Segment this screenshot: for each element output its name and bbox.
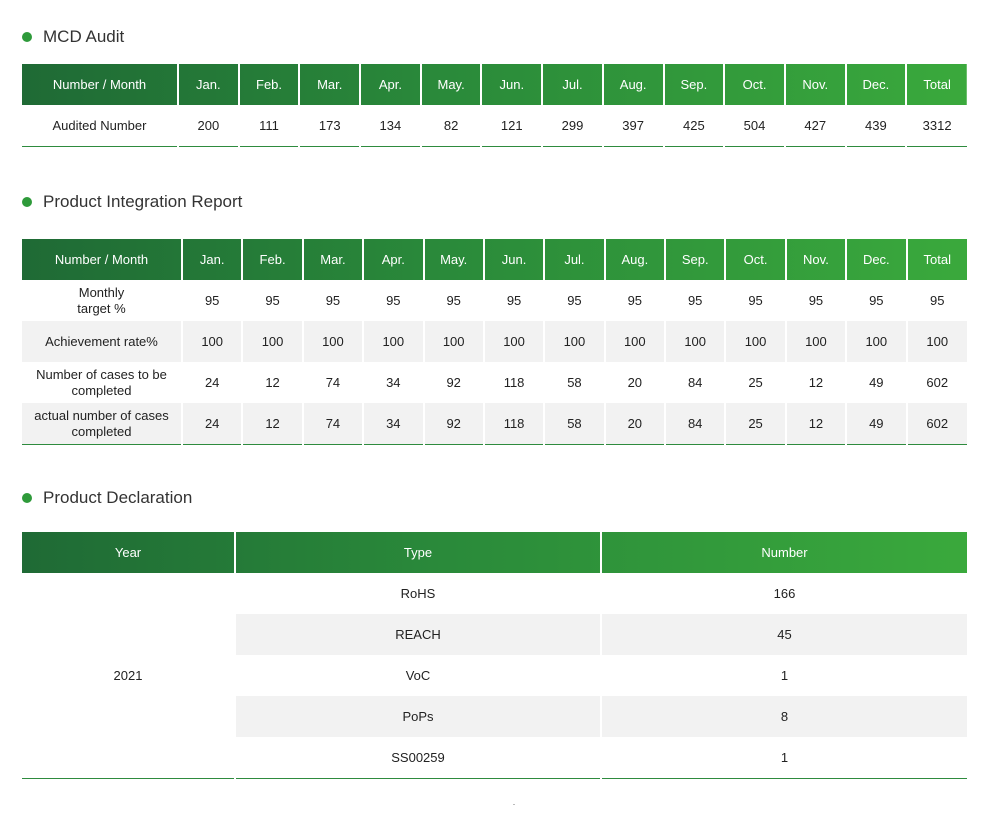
table-cell: 95 [242,280,302,321]
pir-header-row [22,239,967,280]
column-header: Number / Month [22,239,182,280]
type-cell: REACH [235,614,601,655]
column-header: Dec. [846,64,907,105]
table-cell: 95 [930,292,945,308]
table-cell: 439 [846,105,907,147]
table-cell: 118 [484,403,544,445]
type-cell: PoPs [235,696,601,737]
bullet-dot-icon [22,197,32,207]
table-cell: 95 [363,280,423,321]
table-cell: 173 [299,105,360,147]
column-header: Jul. [544,239,604,280]
product-integration-table [22,239,967,445]
column-header: Mar. [303,239,363,280]
number-cell: 8 [601,696,967,737]
number-cell: 1 [601,737,967,779]
table-cell: 100 [242,321,302,362]
table-cell: 20 [605,403,665,445]
table-cell: 95 [484,280,544,321]
table-cell: 12 [786,362,846,403]
table-cell: 95 [303,280,363,321]
table-cell: 100 [725,321,785,362]
table-cell: 100 [484,321,544,362]
table-cell: 118 [484,362,544,403]
table-cell: 84 [665,403,725,445]
table-cell: 100 [786,321,846,362]
table-cell: 100 [605,321,665,362]
column-header: Year [22,532,235,573]
table-cell: 425 [664,105,725,147]
column-header: Mar. [299,64,360,105]
table-cell: 25 [725,362,785,403]
column-header: Jul. [542,64,603,105]
mcd-audit-table [22,64,967,147]
table-cell: 92 [424,362,484,403]
table-cell: 95 [424,280,484,321]
table-cell: 100 [665,321,725,362]
column-header: Apr. [363,239,423,280]
table-cell: 95 [544,280,604,321]
row-label: actual number of cases completed [22,403,182,445]
table-cell: 100 [424,321,484,362]
table-cell: 100 [182,321,242,362]
mcd-section-title [22,27,124,47]
column-header: Oct. [725,239,785,280]
table-cell: 100 [907,321,968,362]
type-cell: SS00259 [235,737,601,779]
year-cell: 2021 [22,573,235,779]
number-cell: 45 [601,614,967,655]
type-cell: VoC [235,655,601,696]
pir-title: Product Integration Report [43,192,243,211]
table-cell: 74 [303,403,363,445]
bullet-dot-icon [22,493,32,503]
table-cell: 84 [665,362,725,403]
column-header: Number [761,545,808,560]
table-cell: 200 [178,105,239,147]
table-cell: 100 [544,321,604,362]
product-declaration-table [22,532,967,779]
column-header: Jan. [178,64,239,105]
table-cell: 74 [303,362,363,403]
column-header: Number / Month [22,64,178,105]
table-cell: 100 [846,321,906,362]
column-header: Sep. [664,64,725,105]
table-cell: 95 [725,280,785,321]
mcd-body [22,105,967,147]
table-cell: 95 [182,280,242,321]
column-header: Nov. [785,64,846,105]
table-cell: 58 [544,362,604,403]
table-cell: 49 [846,362,906,403]
number-cell: 166 [773,585,796,601]
table-cell: 20 [605,362,665,403]
pd-section-title [22,488,192,508]
column-header: Aug. [603,64,664,105]
mcd-title: MCD Audit [43,27,125,46]
column-header: Total [923,77,951,92]
row-label: Monthly target % [22,280,182,321]
column-header: Jan. [182,239,242,280]
table-cell: 111 [239,105,300,147]
column-header: May. [421,64,482,105]
column-header: Total [923,252,951,267]
column-header: Feb. [242,239,302,280]
table-row [22,321,967,362]
row-label: Audited Number [22,105,178,147]
table-cell: 299 [542,105,603,147]
table-cell: 397 [603,105,664,147]
table-cell: 504 [724,105,785,147]
column-header: May. [424,239,484,280]
table-row [22,362,967,403]
table-cell: 95 [846,280,906,321]
table-cell: 134 [360,105,421,147]
table-cell: 95 [786,280,846,321]
column-header: Oct. [724,64,785,105]
decorative-dot [513,804,515,805]
column-header: Jun. [484,239,544,280]
table-cell: 95 [665,280,725,321]
mcd-header-row [22,64,967,105]
table-cell: 58 [544,403,604,445]
table-cell: 121 [481,105,542,147]
column-header: Dec. [846,239,906,280]
table-cell: 92 [424,403,484,445]
row-label: Number of cases to be completed [22,362,182,403]
table-cell: 12 [242,403,302,445]
pd-title: Product Declaration [43,488,193,507]
bullet-dot-icon [22,32,32,42]
type-cell: RoHS [235,573,601,614]
table-row [22,105,967,147]
table-cell: 82 [421,105,482,147]
table-row [22,280,967,321]
table-cell: 602 [907,403,968,445]
column-header: Jun. [481,64,542,105]
table-cell: 25 [725,403,785,445]
column-header: Sep. [665,239,725,280]
table-cell: 12 [786,403,846,445]
table-cell: 95 [605,280,665,321]
table-cell: 602 [926,374,949,390]
pd-body [22,573,967,779]
table-row [22,573,967,614]
table-cell: 100 [303,321,363,362]
table-cell: 100 [363,321,423,362]
column-header: Apr. [360,64,421,105]
pir-section-title [22,192,242,212]
pir-body [22,280,967,445]
table-cell: 34 [363,362,423,403]
column-header: Type [235,532,601,573]
table-cell: 24 [182,362,242,403]
table-cell: 24 [182,403,242,445]
row-label: Achievement rate% [22,321,182,362]
column-header: Nov. [786,239,846,280]
table-cell: 3312 [906,105,967,147]
table-cell: 49 [846,403,906,445]
pd-header-row [22,532,967,573]
column-header: Aug. [605,239,665,280]
number-cell: 1 [780,667,789,683]
column-header: Feb. [239,64,300,105]
table-row [22,403,967,445]
table-cell: 427 [785,105,846,147]
table-cell: 12 [242,362,302,403]
table-cell: 34 [363,403,423,445]
